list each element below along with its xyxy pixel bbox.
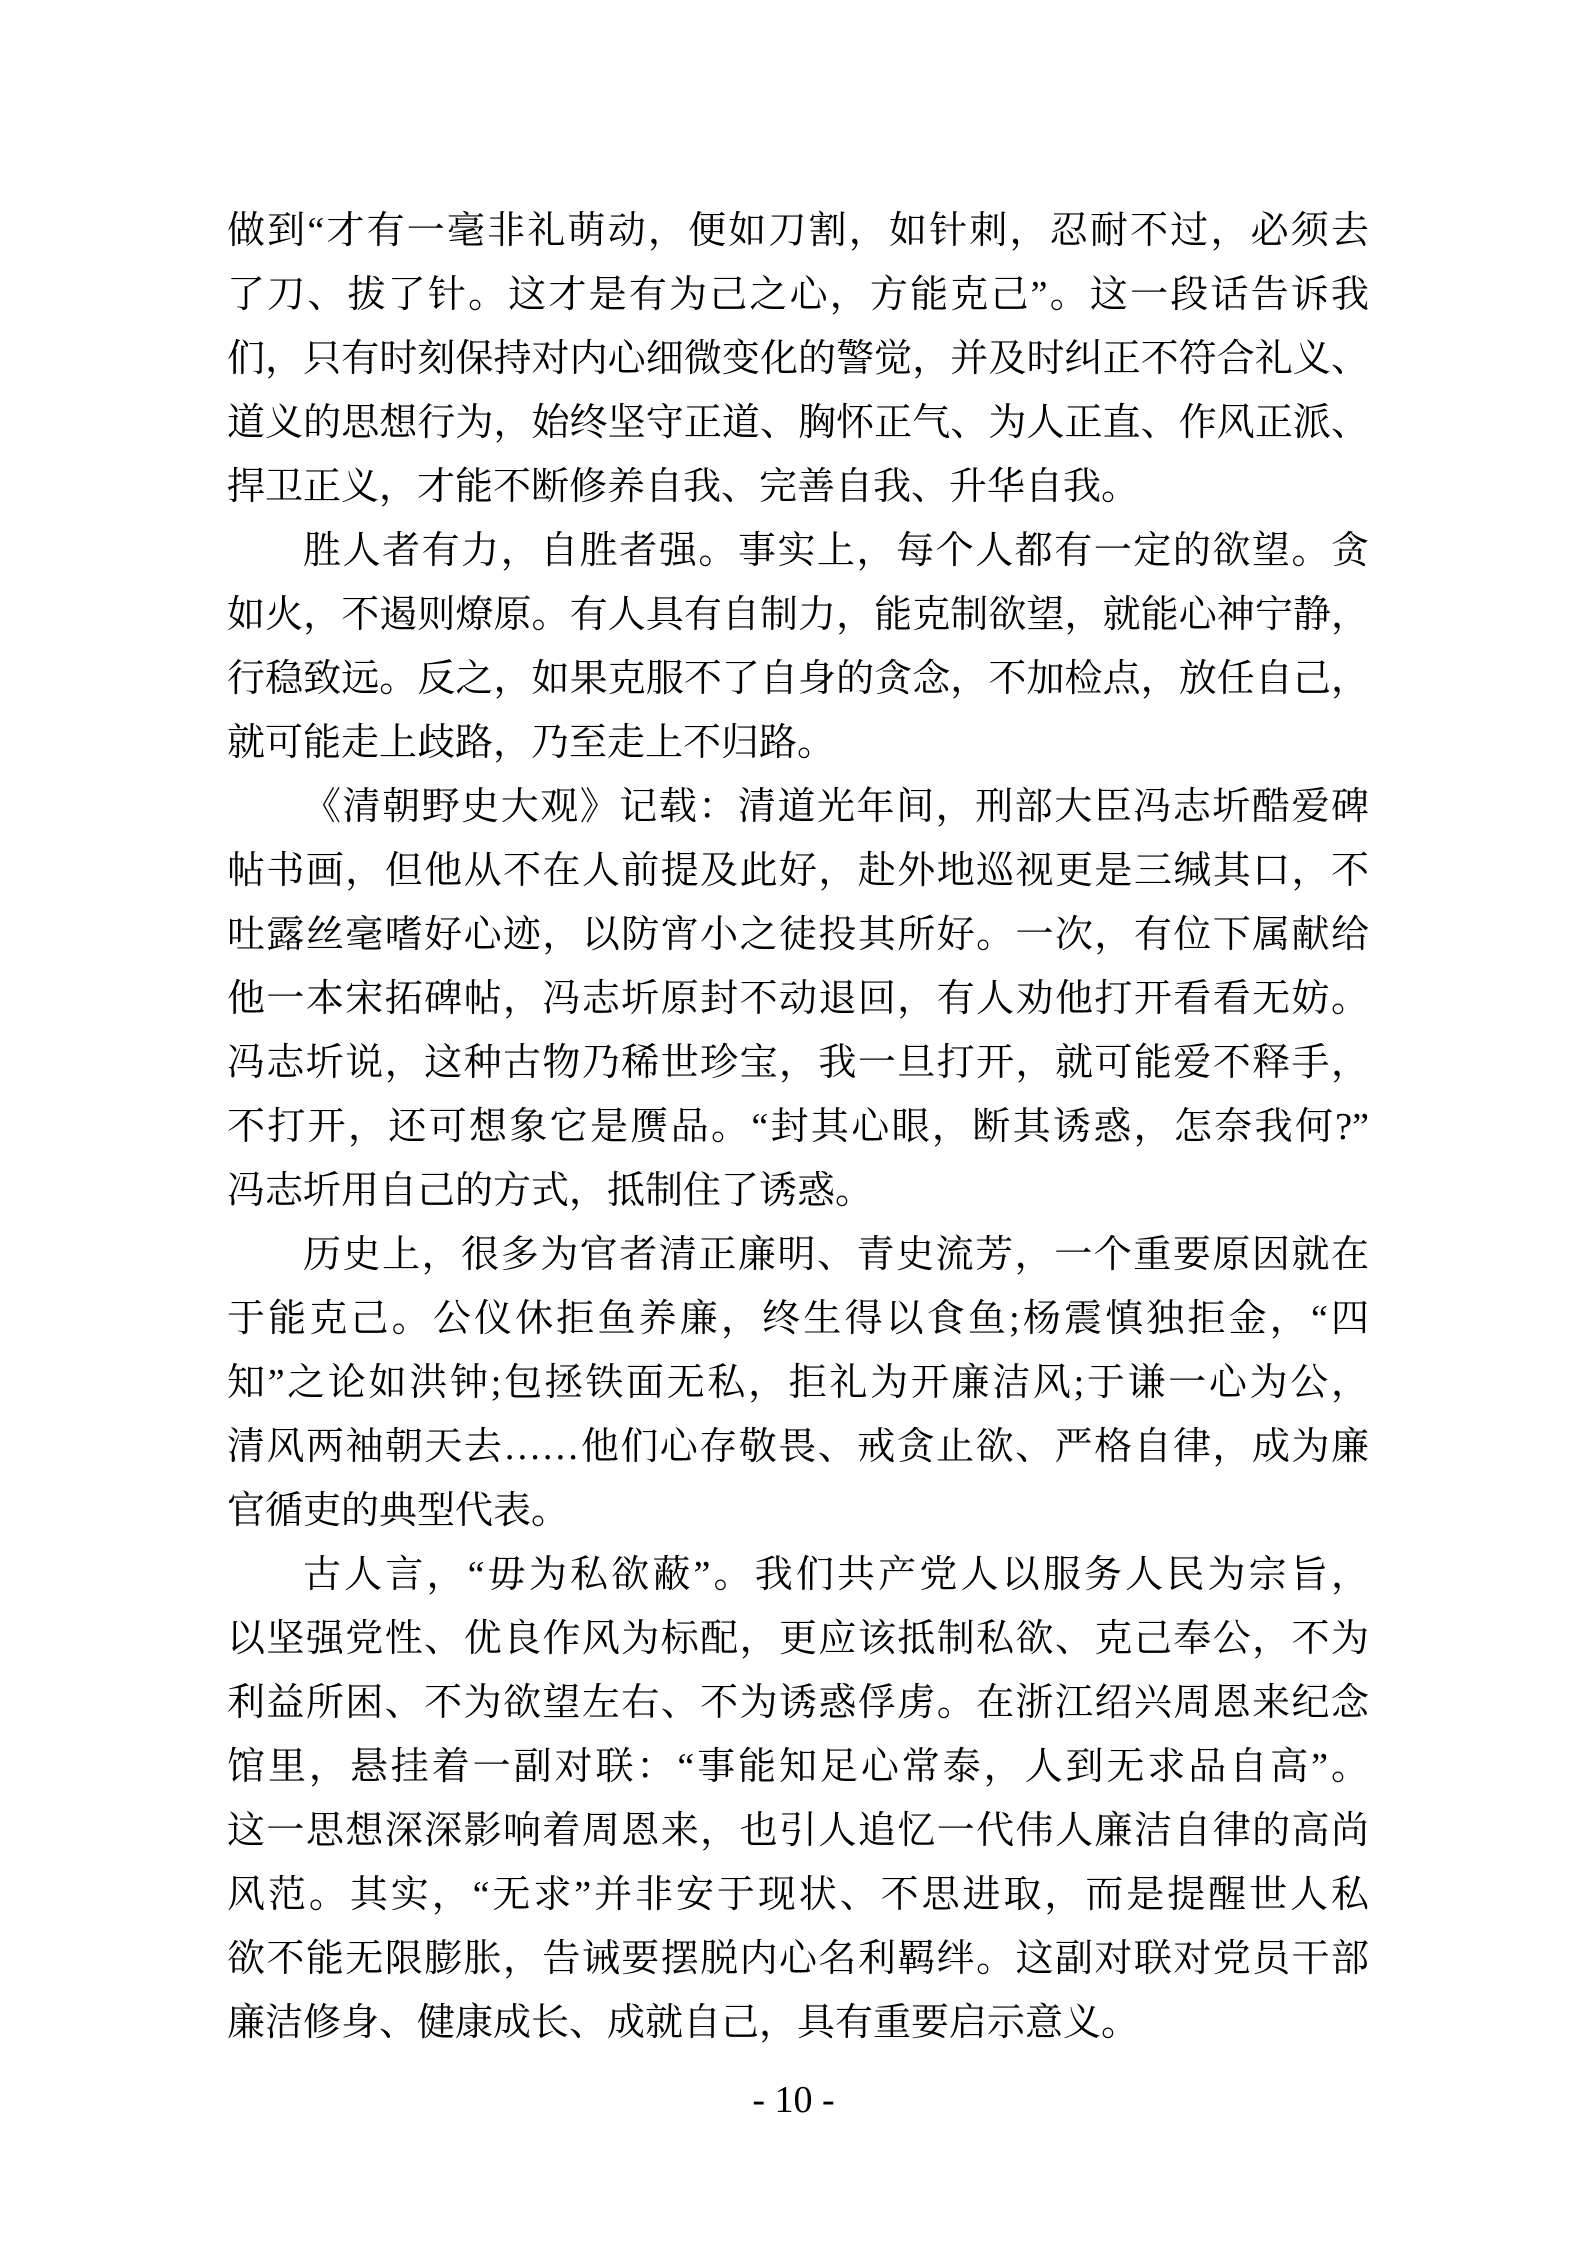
text-line: 如火，不遏则燎原。有人具有自制力，能克制欲望，就能心神宁静， [227, 594, 1369, 636]
text-line: 以坚强党性、优良作风为标配，更应该抵制私欲、克己奉公，不为 [227, 1618, 1369, 1660]
text-line: 就可能走上歧路，乃至走上不归路。 [227, 722, 836, 764]
text-line: 做到“才有一毫非礼萌动，便如刀割，如针刺，忍耐不过，必须去 [227, 210, 1369, 252]
text-line: 冯志圻用自己的方式，抵制住了诱惑。 [227, 1170, 874, 1212]
text-line: 欲不能无限膨胀，告诫要摆脱内心名利羁绊。这副对联对党员干部 [227, 1938, 1369, 1980]
text-line: 胜人者有力，自胜者强。事实上，每个人都有一定的欲望。贪 [303, 530, 1369, 572]
text-line: 行稳致远。反之，如果克服不了自身的贪念，不加检点，放任自己， [227, 658, 1369, 700]
text-line: 知”之论如洪钟;包拯铁面无私，拒礼为开廉洁风;于谦一心为公， [227, 1362, 1369, 1404]
text-line: 官循吏的典型代表。 [227, 1490, 570, 1532]
text-line: 利益所困、不为欲望左右、不为诱惑俘虏。在浙江绍兴周恩来纪念 [227, 1682, 1369, 1724]
text-line: 不打开，还可想象它是赝品。“封其心眼，断其诱惑，怎奈我何?” [227, 1106, 1369, 1148]
text-line: 廉洁修身、健康成长、成就自己，具有重要启示意义。 [227, 2002, 1140, 2044]
page-number: - 10 - [752, 2079, 835, 2121]
text-line: 历史上，很多为官者清正廉明、青史流芳，一个重要原因就在 [303, 1234, 1369, 1276]
text-line: 他一本宋拓碑帖，冯志圻原封不动退回，有人劝他打开看看无妨。 [227, 978, 1369, 1020]
text-body [227, 199, 1369, 2055]
text-line: 《清朝野史大观》记载：清道光年间，刑部大臣冯志圻酷爱碑 [303, 786, 1369, 828]
text-line: 古人言，“毋为私欲蔽”。我们共产党人以服务人民为宗旨， [303, 1554, 1369, 1596]
text-line: 冯志圻说，这种古物乃稀世珍宝，我一旦打开，就可能爱不释手， [227, 1042, 1369, 1084]
text-line: 风范。其实，“无求”并非安于现状、不思进取，而是提醒世人私 [227, 1874, 1369, 1916]
text-line: 们，只有时刻保持对内心细微变化的警觉，并及时纠正不符合礼义、 [227, 338, 1369, 380]
text-line: 馆里，悬挂着一副对联：“事能知足心常泰，人到无求品自高”。 [227, 1746, 1369, 1788]
text-line: 清风两袖朝天去……他们心存敬畏、戒贪止欲、严格自律，成为廉 [227, 1426, 1369, 1468]
text-line: 帖书画，但他从不在人前提及此好，赴外地巡视更是三缄其口，不 [227, 850, 1369, 892]
text-line: 吐露丝毫嗜好心迹，以防宵小之徒投其所好。一次，有位下属献给 [227, 914, 1369, 956]
text-line: 道义的思想行为，始终坚守正道、胸怀正气、为人正直、作风正派、 [227, 402, 1369, 444]
text-line: 了刀、拔了针。这才是有为己之心，方能克己”。这一段话告诉我 [227, 274, 1369, 316]
text-line: 捍卫正义，才能不断修养自我、完善自我、升华自我。 [227, 466, 1140, 508]
text-line: 这一思想深深影响着周恩来，也引人追忆一代伟人廉洁自律的高尚 [227, 1810, 1369, 1852]
text-line: 于能克己。公仪休拒鱼养廉，终生得以食鱼;杨震慎独拒金，“四 [227, 1298, 1369, 1340]
